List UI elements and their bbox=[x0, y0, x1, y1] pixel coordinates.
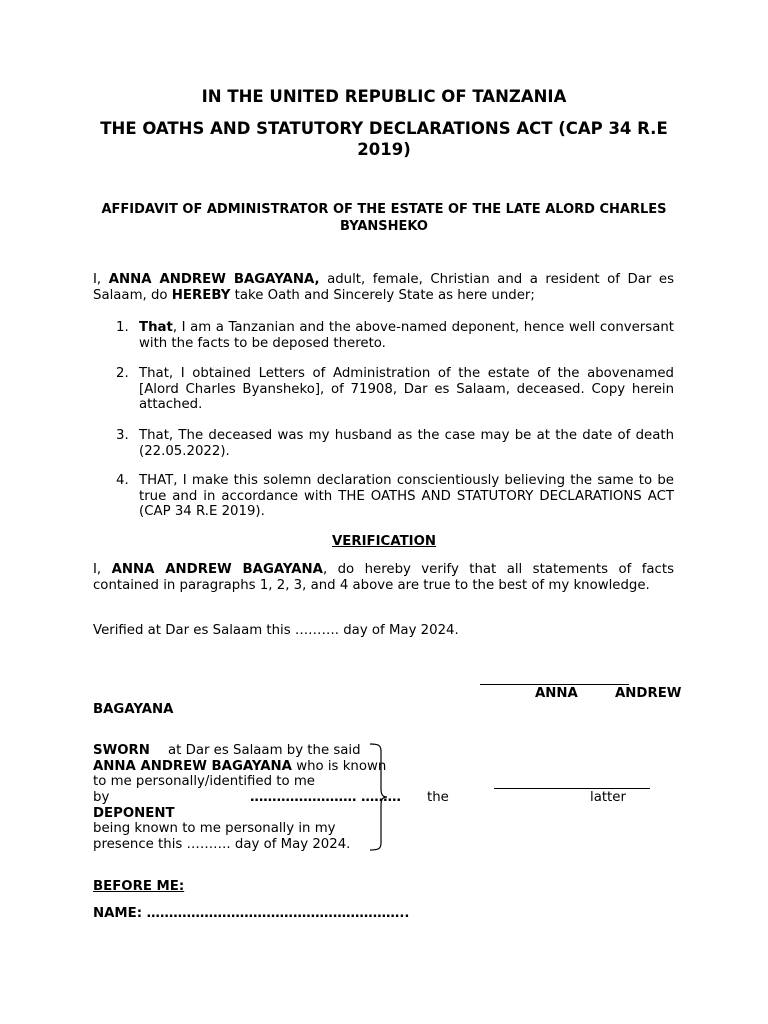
before-me-label: BEFORE ME: bbox=[93, 879, 185, 894]
sworn-dots: …………………… ……… bbox=[250, 790, 401, 805]
list-item bbox=[139, 366, 674, 413]
intro-text-2: adult, female, Christian and a resident of Dar es Salaam, do bbox=[93, 272, 675, 303]
sworn-line-5: being known to me personally in my bbox=[93, 821, 336, 836]
sworn-by: by bbox=[93, 790, 110, 805]
item-lead: That bbox=[139, 320, 173, 335]
sworn-latter: latter bbox=[590, 790, 626, 805]
sworn-the: the bbox=[427, 790, 449, 805]
act-heading: THE OATHS AND STATUTORY DECLARATIONS ACT (CAP 34 R.E 2019) bbox=[100, 119, 668, 159]
deponent-name: ANNA ANDREW BAGAYANA, bbox=[108, 272, 320, 287]
sworn-line-1: at Dar es Salaam by the said bbox=[168, 743, 361, 758]
right-brace-icon bbox=[368, 743, 388, 851]
verification-heading: VERIFICATION bbox=[331, 534, 437, 549]
court-heading: IN THE UNITED REPUBLIC OF TANZANIA bbox=[201, 87, 567, 106]
item-text: , I am a Tanzanian and the above-named deponent, hence well conversant with the facts to be deposed thereto. bbox=[139, 320, 674, 351]
deponent-label: DEPONENT bbox=[93, 806, 175, 821]
list-item bbox=[139, 320, 674, 351]
item-number: 1. bbox=[116, 320, 129, 335]
verification-paragraph bbox=[93, 562, 674, 594]
signature-name-1: ANNA bbox=[535, 686, 578, 701]
affidavit-title: AFFIDAVIT OF ADMINISTRATOR OF THE ESTATE OF THE LATE ALORD CHARLES BYANSHEKO bbox=[101, 202, 667, 234]
verification-text-1: I, bbox=[93, 562, 112, 577]
deponent-signature-line bbox=[480, 684, 629, 685]
intro-text-3: take Oath and Sincerely State as here under; bbox=[230, 288, 535, 303]
list-item bbox=[139, 428, 674, 459]
signature-name-3: BAGAYANA bbox=[93, 702, 174, 717]
hereby-word: HEREBY bbox=[171, 288, 231, 303]
item-text: THAT, I make this solemn declaration conscientiously believing the same to be true and in accordance with THE OATHS AND STATUTORY DECLARATIONS ACT (CAP 34 R.E 2019). bbox=[139, 473, 674, 519]
commissioner-signature-line bbox=[494, 788, 650, 789]
jurat-known-text: who is known bbox=[291, 759, 387, 774]
verification-name: ANNA ANDREW BAGAYANA bbox=[111, 562, 323, 577]
sworn-label: SWORN bbox=[93, 743, 150, 758]
sworn-line-3: to me personally/identified to me bbox=[93, 774, 315, 789]
intro-paragraph bbox=[93, 272, 674, 304]
intro-text-1: I, bbox=[93, 272, 109, 287]
item-number: 2. bbox=[116, 366, 129, 381]
signature-name-2: ANDREW bbox=[615, 686, 682, 701]
item-number: 3. bbox=[116, 428, 129, 443]
list-item bbox=[139, 473, 674, 520]
commissioner-name-field: NAME: ………………………………………………….. bbox=[93, 906, 410, 921]
item-text: That, I obtained Letters of Administration of the estate of the abovenamed [Alord Charles Byansheko], of 71908, Dar es Salaam, deceased. Copy herein attached. bbox=[139, 366, 674, 412]
item-text: That, The deceased was my husband as the case may be at the date of death (22.05.2022). bbox=[139, 428, 674, 459]
verified-line: Verified at Dar es Salaam this ………. day of May 2024. bbox=[93, 623, 459, 638]
verification-text-2: , do hereby verify that all statements of facts contained in paragraphs 1, 2, 3, and 4 above are true to the best of my knowledge. bbox=[93, 562, 674, 593]
item-number: 4. bbox=[116, 473, 129, 488]
sworn-line-2 bbox=[93, 759, 409, 775]
jurat-name: ANNA ANDREW BAGAYANA bbox=[93, 759, 292, 774]
sworn-line-6: presence this ………. day of May 2024. bbox=[93, 837, 351, 852]
